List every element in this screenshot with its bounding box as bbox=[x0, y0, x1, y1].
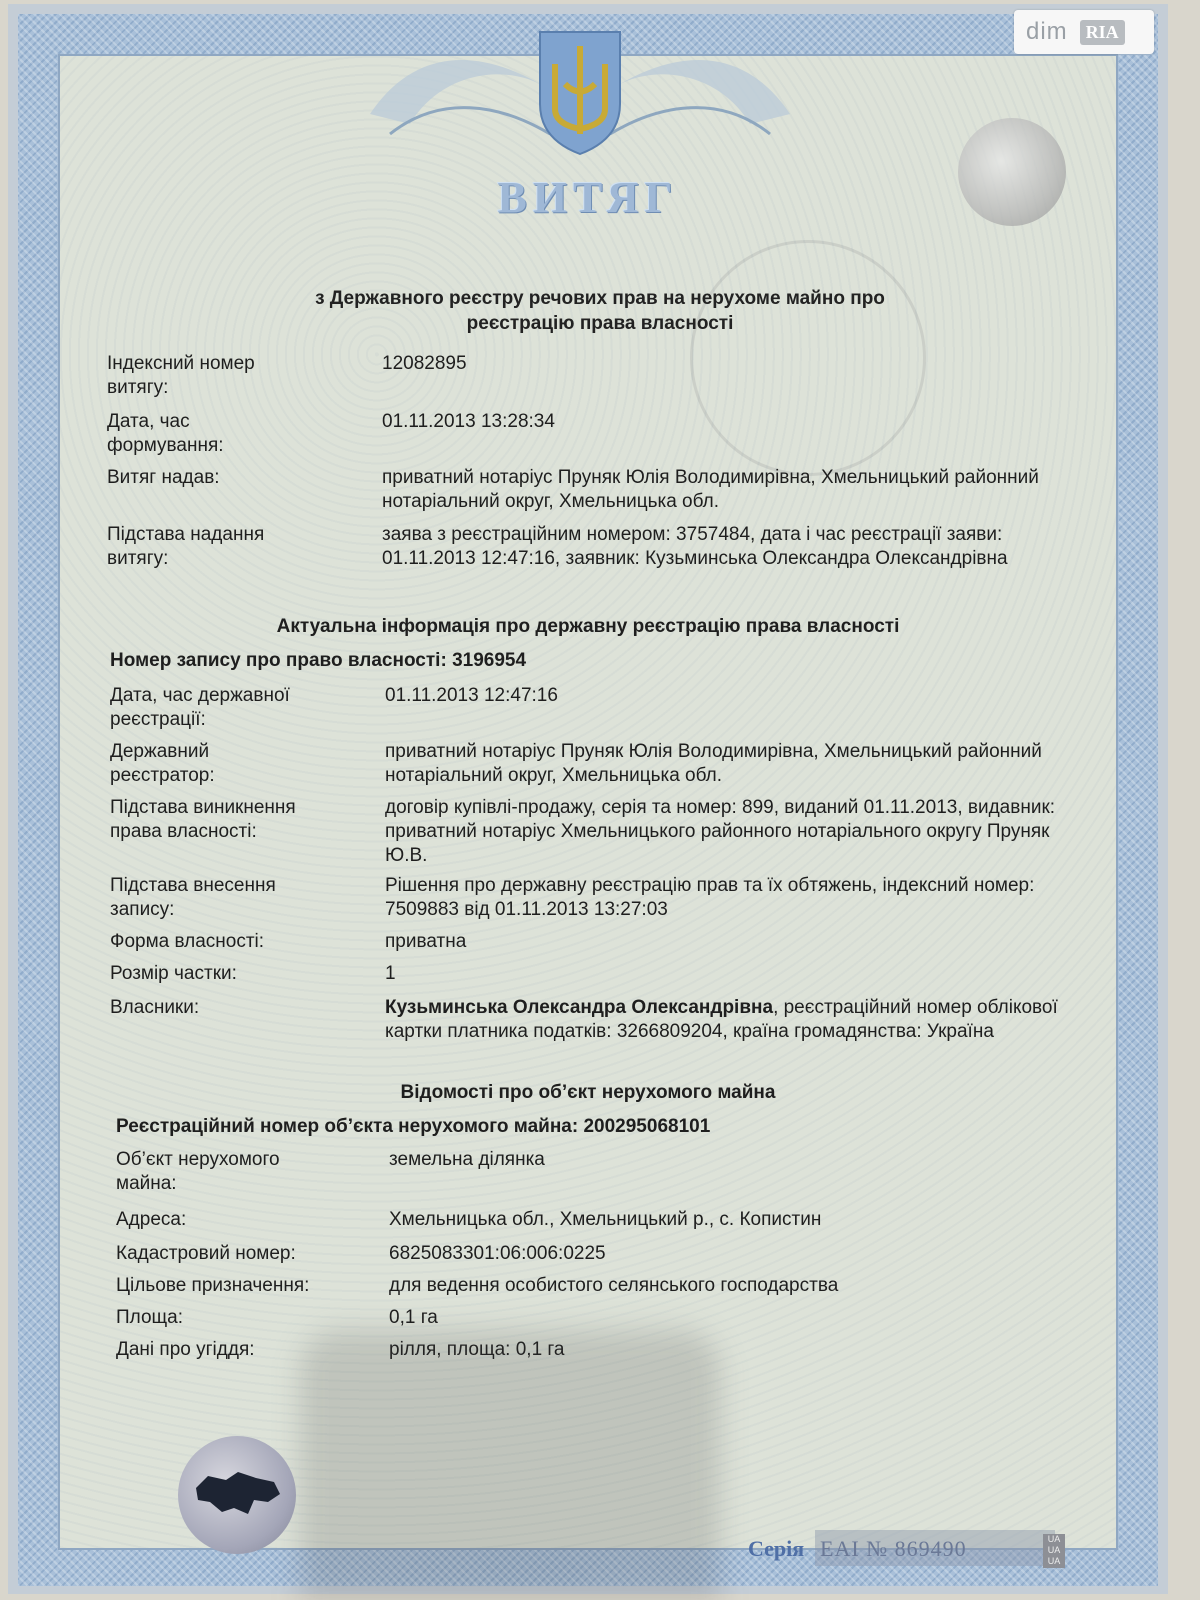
field-value: 12082895 bbox=[382, 353, 467, 374]
owner-name: Кузьминська Олександра Олександрівна bbox=[385, 997, 774, 1018]
field-label: Цільове призначення: bbox=[116, 1275, 310, 1296]
field-label: Адреса: bbox=[116, 1209, 187, 1230]
field-label: Дата, час державної реєстрації: bbox=[110, 685, 290, 730]
field-label: Кадастровий номер: bbox=[116, 1243, 296, 1264]
ua-mark: UA UA UA bbox=[1043, 1534, 1065, 1568]
field-label: Власники: bbox=[110, 997, 200, 1018]
object-number-heading: Реєстраційний номер об’єкта нерухомого майна: 200295068101 bbox=[116, 1116, 711, 1137]
field-label: Форма власності: bbox=[110, 931, 265, 952]
document-subtitle bbox=[100, 286, 1100, 336]
field-value: договір купівлі-продажу, серія та номер: 899, виданий 01.11.2013, видавник: приватний нотаріус Хмельницького районного нотаріального округу Пруняк Ю.В. bbox=[385, 797, 1056, 866]
field-label: Розмір частки: bbox=[110, 963, 237, 984]
series-label: Серія bbox=[748, 1536, 805, 1561]
field-label: Підстава виникнення права власності: bbox=[110, 797, 296, 842]
field-label: Витяг надав: bbox=[107, 467, 220, 488]
field-label: Дата, час формування: bbox=[107, 411, 224, 456]
field-label: Підстава внесення запису: bbox=[110, 875, 276, 920]
field-label: Державний реєстратор: bbox=[110, 741, 215, 786]
hologram-seal bbox=[958, 118, 1066, 226]
dimria-watermark bbox=[1014, 10, 1154, 54]
field-label: Площа: bbox=[116, 1307, 184, 1328]
watermark-brand: dim bbox=[1026, 18, 1068, 45]
field-value bbox=[385, 996, 1065, 1044]
field-label: Дані про угіддя: bbox=[116, 1339, 255, 1360]
field-value: приватний нотаріус Пруняк Юлія Володимирівна, Хмельницький районний нотаріальний округ, Хмельницька обл. bbox=[382, 467, 1039, 512]
watermark-ria: RIA bbox=[1080, 20, 1125, 45]
coat-of-arms-ornament bbox=[350, 24, 810, 164]
document-title: ВИТЯГ bbox=[497, 173, 679, 222]
field-value: рілля, площа: 0,1 га bbox=[389, 1339, 565, 1360]
section-property-title: Відомості про об’єкт нерухомого майна bbox=[400, 1082, 776, 1103]
field-value: приватна bbox=[385, 931, 467, 952]
field-value: приватний нотаріус Пруняк Юлія Володимирівна, Хмельницький районний нотаріальний округ, Хмельницька обл. bbox=[385, 741, 1042, 786]
photo-shadow bbox=[300, 1330, 720, 1600]
record-number-heading: Номер запису про право власності: 3196954 bbox=[110, 650, 527, 671]
field-value: 0,1 га bbox=[389, 1307, 438, 1328]
ornament-svg bbox=[350, 24, 810, 164]
field-value: для ведення особистого селянського господарства bbox=[389, 1275, 839, 1296]
subtitle-line-2: реєстрацію права власності bbox=[466, 313, 734, 334]
field-value: 6825083301:06:006:0225 bbox=[389, 1243, 606, 1264]
ukraine-map-icon bbox=[178, 1436, 296, 1554]
field-value: 1 bbox=[385, 963, 396, 984]
section-ownership-title: Актуальна інформація про державну реєстрацію права власності bbox=[276, 616, 900, 637]
field-value: заява з реєстраційним номером: 3757484, дата і час реєстрації заяви: 01.11.2013 12:47:16, заявник: Кузьминська Олександра Олександрівна bbox=[382, 524, 1008, 569]
field-value: Хмельницька обл., Хмельницький р., с. Копистин bbox=[389, 1209, 822, 1230]
field-label: Індексний номер витягу: bbox=[107, 353, 255, 398]
field-label: Об’єкт нерухомого майна: bbox=[116, 1149, 280, 1194]
field-value: 01.11.2013 13:28:34 bbox=[382, 411, 555, 432]
field-value: 01.11.2013 12:47:16 bbox=[385, 685, 558, 706]
subtitle-line-1: з Державного реєстру речових прав на нерухоме майно про bbox=[315, 288, 885, 309]
field-value: земельна ділянка bbox=[389, 1149, 545, 1170]
owner-details: , реєстраційний номер облікової картки платника податків: 3266809204, країна громадянства: Україна bbox=[385, 997, 1058, 1042]
field-label: Підстава надання витягу: bbox=[107, 524, 265, 569]
ukraine-map-hologram bbox=[178, 1436, 296, 1554]
series-number: ЕАІ № 869490 bbox=[820, 1536, 967, 1561]
field-value: Рішення про державну реєстрацію прав та їх обтяжень, індексний номер: 7509883 від 01.11.2013 13:27:03 bbox=[385, 875, 1035, 920]
